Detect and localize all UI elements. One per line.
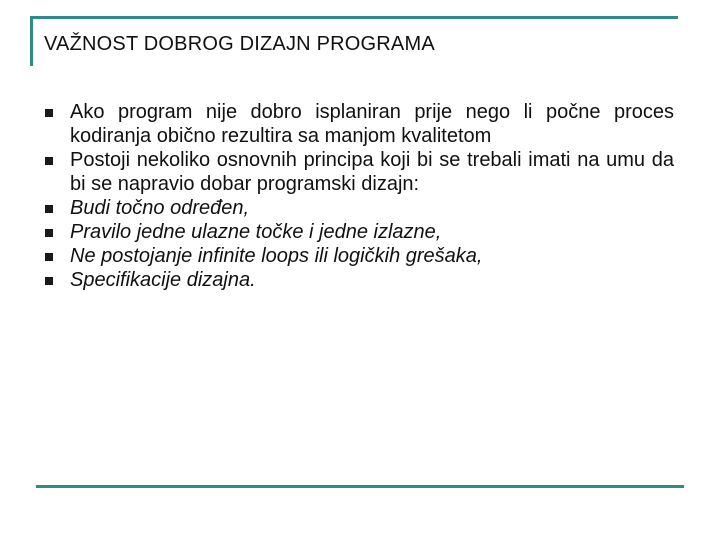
slide-title: VAŽNOST DOBROG DIZAJN PROGRAMA: [44, 33, 435, 55]
title-frame: [30, 16, 678, 66]
bullet-text: Postoji nekoliko osnovnih principa koji bi se trebali imati na umu da bi se napravio dobar programski dizajn:: [70, 149, 674, 195]
bullet-text: Budi točno određen,: [70, 197, 250, 219]
square-bullet-icon: [45, 157, 53, 165]
bullet-text: Pravilo jedne ulazne točke i jedne izlazne,: [70, 221, 442, 243]
title-top-rule: [30, 16, 678, 19]
square-bullet-icon: [45, 277, 53, 285]
bullet-text: Specifikacije dizajna.: [70, 269, 256, 291]
bullet-text: Ne postojanje infinite loops ili logičkih grešaka,: [70, 245, 483, 267]
bullet-item: [42, 220, 674, 244]
square-bullet-icon: [45, 229, 53, 237]
bullet-text: Ako program nije dobro isplaniran prije nego li počne proces kodiranja obično rezultira sa manjom kvalitetom: [70, 101, 674, 147]
bullet-list: [42, 100, 674, 292]
square-bullet-icon: [45, 253, 53, 261]
square-bullet-icon: [45, 109, 53, 117]
bullet-item: [42, 100, 674, 148]
bullet-item: [42, 244, 674, 268]
title-left-rule: [30, 16, 33, 66]
bullet-item: [42, 196, 674, 220]
bullet-item: [42, 148, 674, 196]
square-bullet-icon: [45, 205, 53, 213]
bullet-item: [42, 268, 674, 292]
bottom-rule: [36, 485, 684, 488]
